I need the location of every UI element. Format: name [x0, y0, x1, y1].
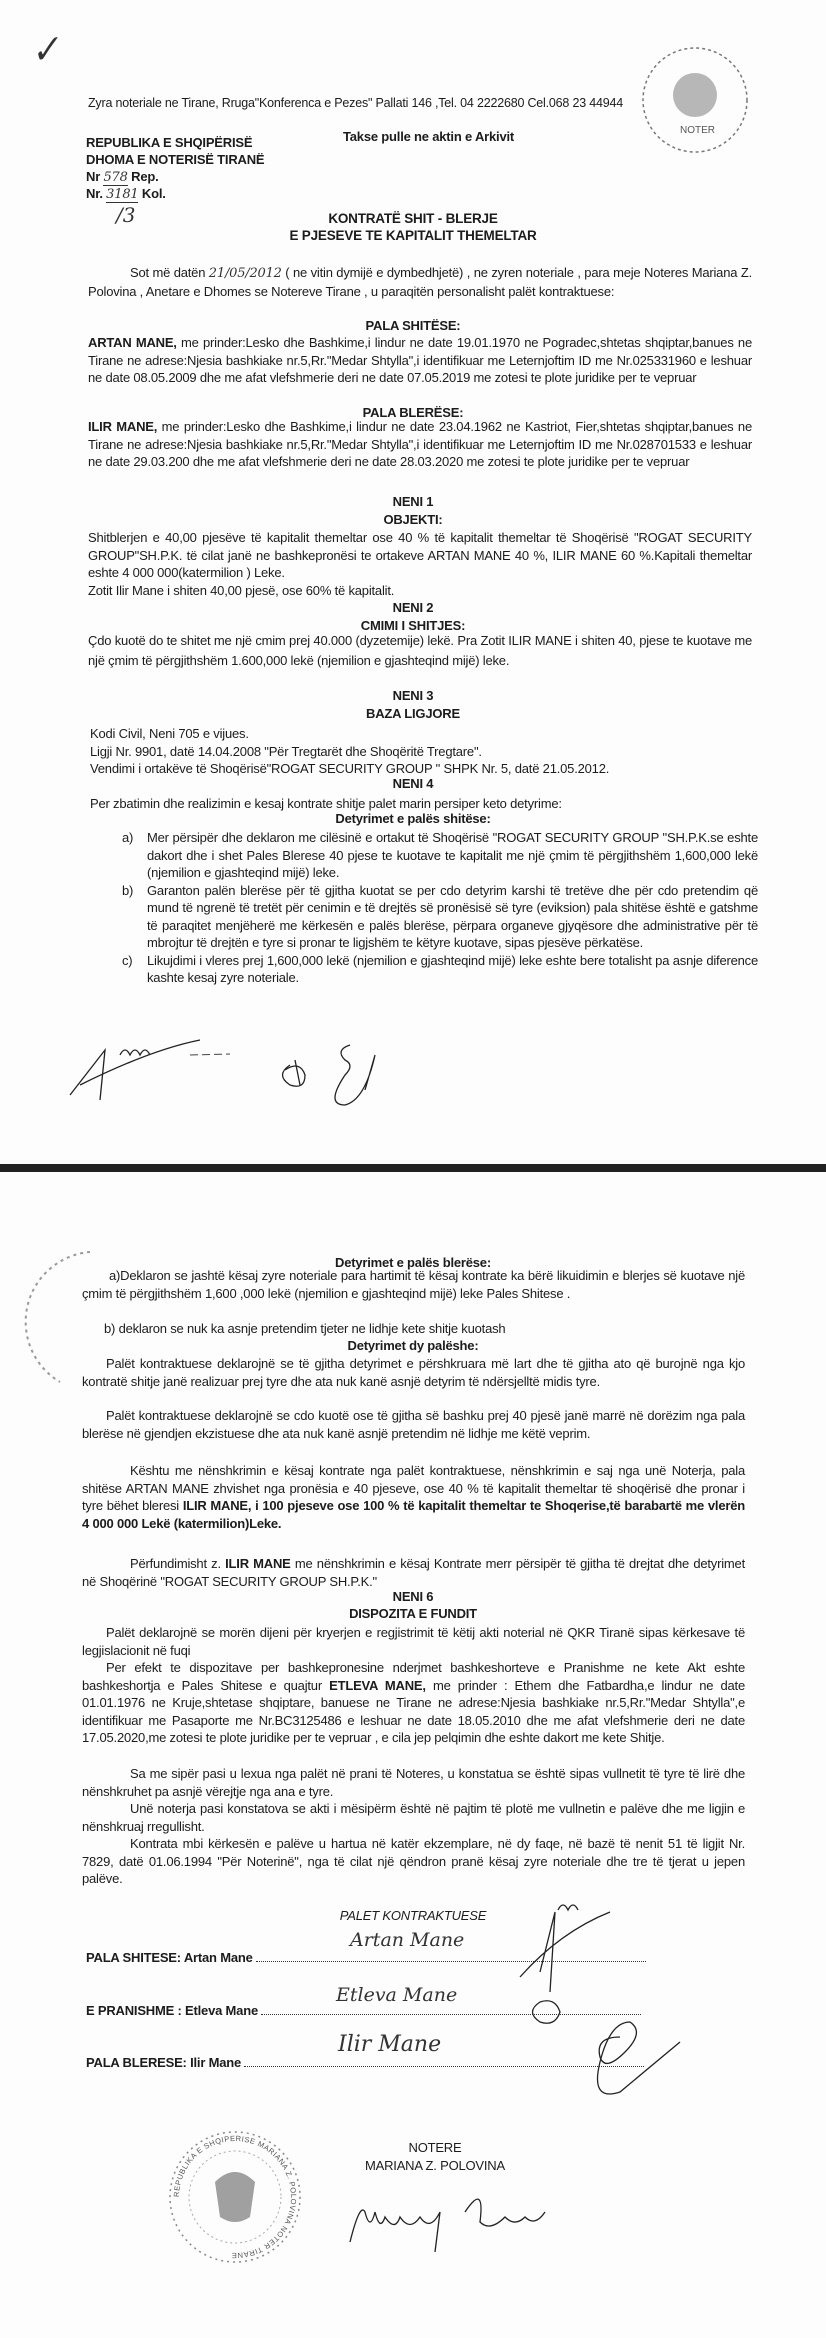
notary-stamp-icon	[640, 45, 750, 155]
notary-stamp-text: REPUBLIKA E SHQIPERISE MARIANA Z. POLOVINA NOTER TIRANE	[171, 2133, 299, 2261]
neni-3-heading: NENI 3	[392, 688, 434, 703]
nr-kol-value: 3181	[106, 187, 139, 202]
intro-text-rest: ( ne vitin dymijë e dymbedhjetë) , ne zyren noteriale , para meje Noteres Mariana Z. Polovina , Anetare e Dhomes se Notereve Tirane , u paraqitën personalisht palët kontraktuese:	[88, 265, 752, 299]
item-text: Likujdimi i vleres prej 1,600,000 lekë (njemilion e gjashteqind mijë) leke eshte bere totalisht pa asnje diference kashte kesaj zyre noteriale.	[147, 952, 758, 985]
seller-duties-list	[122, 829, 758, 987]
signature-label: PALA SHITESE: Artan Mane	[86, 1950, 253, 1965]
buyer-name: ILIR MANE,	[88, 419, 158, 434]
item-key: b)	[122, 882, 134, 898]
page-mark: /3	[116, 203, 136, 227]
notary-name: MARIANA Z. POLOVINA	[365, 2158, 505, 2173]
notary-title: NOTERE	[408, 2140, 462, 2155]
parties-heading: PALET KONTRAKTUESE	[339, 1908, 487, 1923]
stamp-note: Takse pulle ne aktin e Arkivit	[343, 129, 515, 144]
buyer-paragraph	[88, 418, 752, 471]
seller-name: ARTAN MANE,	[88, 335, 177, 350]
buyer-name: ILIR MANE	[225, 1556, 291, 1571]
seller-heading: PALA SHITËSE:	[365, 318, 461, 333]
duty-item-b	[122, 882, 758, 952]
mutual-paragraph-3	[82, 1462, 745, 1532]
svg-text:NOTER: NOTER	[680, 125, 715, 136]
nr-rep-label: Nr	[86, 169, 101, 184]
cmimi-paragraph: Çdo kuotë do te shitet me një cmim prej 40.000 (dyzetemije) lekë. Pra Zotit ILIR MANE i shiten 40, pjese te kuotave me një çmim të përgjithshëm 1.600,000 lekë (njemilion e gjashteqind mijë) leke.	[88, 633, 752, 668]
neni-4-heading: NENI 4	[392, 776, 434, 791]
contract-date: 21/05/2012	[208, 266, 282, 281]
buyer-details: me prinder:Lesko dhe Bashkime,i lindur ne date 23.04.1962 ne Kastriot, Fier,shtetas shqiptar,banues ne Tirane ne adrese:Njesia bashkiake nr.5,Rr."Medar Shtylla",i identifikuar me Leternjoftim ID me Nr.028701533 e leshuar ne date 29.03.200 dhe me afat vlefshmerie deri ne date 28.03.2020 me zotesi te plote juridike per te vepruar	[88, 419, 752, 469]
buyer-heading: PALA BLERËSE:	[362, 405, 464, 420]
title-line-2: E PJESEVE TE KAPITALIT THEMELTAR	[289, 228, 537, 243]
document-page-2	[0, 1172, 826, 2338]
neni-1-heading: NENI 1	[392, 494, 434, 509]
neni-2-heading: NENI 2	[392, 600, 434, 615]
objekti-paragraph-2: Zotit Ilir Mane i shiten 40,00 pjesë, ose 60% të kapitalit.	[88, 583, 395, 598]
nr-rep-value: 578	[103, 170, 128, 185]
intro-paragraph	[88, 264, 752, 300]
item-text: Mer përsipër dhe deklaron me cilësinë e ortakut të Shoqërisë "ROGAT SECURITY GROUP "SH.P.K.se eshte dakort dhe i shet Pales Blerese 40 pjese te kuotave te kapitalit me një çmim të përgjithshëm 1,600,000 lekë (njemilion e gjashteqind mijë) leke.	[147, 830, 758, 880]
chamber-label: DHOMA E NOTERISË TIRANË	[86, 152, 265, 167]
neni-6-heading: NENI 6	[392, 1589, 434, 1604]
neni-4-intro: Per zbatimin dhe realizimin e kesaj kontrate shitje palet marin persiper keto detyrime:	[90, 796, 562, 811]
final-paragraph-1: Palët deklarojnë se morën dijeni për kryerjen e regjistrimit të këtij akti noterial në QKR Tiranë sipas kërkesave të legjislacionit në fuqi	[82, 1625, 745, 1658]
seller-duties-heading: Detyrimet e palës shitëse:	[335, 811, 491, 826]
intro-text: Sot më datën	[130, 265, 209, 280]
duty-item-a	[122, 829, 758, 882]
conclusion-text: Përfundimisht z.	[130, 1556, 226, 1571]
transfer-text-bold: ILIR MANE, i 100 pjeseve ose 100 % të kapitalit themeltar te Shoqerise,të barabartë me vlerën 4 000 000 Lekë (katermilion)Leke.	[82, 1498, 745, 1531]
document-page-1	[0, 0, 826, 1166]
nr-kol	[86, 185, 166, 204]
final-paragraph-2	[82, 1659, 745, 1747]
handwritten-name: Etleva Mane	[336, 1984, 458, 2006]
spouse-name: ETLEVA MANE,	[329, 1677, 426, 1693]
item-key: c)	[122, 952, 133, 968]
seller-paragraph	[88, 334, 752, 387]
office-header: Zyra noteriale ne Tirane, Rruga"Konferenca e Pezes" Pallati 146 ,Tel. 04 2222680 Cel.068 23 44944	[88, 96, 623, 110]
duty-item-c	[122, 952, 758, 987]
spouse-text: Per efekt te dispozitave per bashkepronesine nderjmet bashkeshorteve e Pranishme ne kete Akt eshte bashkeshortja e Pales Shitese e quajtur	[82, 1660, 745, 1693]
page-separator	[0, 1164, 826, 1172]
signature-label: PALA BLERESE: Ilir Mane	[86, 2055, 242, 2070]
buyer-duty-b: b) deklaron se nuk ka asnje pretendim tjeter ne lidhje kete shitje kuotash	[104, 1321, 506, 1336]
objekti-paragraph: Shitblerjen e 40,00 pjesëve të kapitalit themeltar ose 40 % të kapitalit themeltar të Shoqërisë "ROGAT SECURITY GROUP"SH.P.K. të cilat janë ne bashkepronësi te ortakeve ARTAN MANE 40 %, ILIR MANE 60 %.Kapitali themeltar eshte 4 000 000(katermilion ) Leke.	[88, 530, 752, 580]
nr-rep-suffix: Rep.	[131, 169, 159, 184]
signature-label: E PRANISHME : Etleva Mane	[86, 2003, 258, 2018]
final-paragraph-4: Unë noterja pasi konstatova se akti i mësipërm është në pajtim të plotë me vullnetin e palëve dhe me ligjin e nënshkruaj rregullisht.	[82, 1801, 745, 1834]
corner-check-mark: ✓	[26, 27, 64, 74]
republic-label: REPUBLIKA E SHQIPËRISË	[86, 135, 253, 150]
nr-kol-suffix: Kol.	[141, 186, 166, 201]
nr-kol-label: Nr.	[86, 186, 103, 201]
spouse-details: me prinder : Ethem dhe Fatbardha,e lindur ne date 01.01.1976 ne Kruje,shtetase shqiptare, banuese ne Tirane ne adrese:Njesia bashkiake nr.5,Rr."Medar Shtylla",e identifikuar me Pasaporte me Nr.BC3125486 e leshuar ne date 18.05.2010 dhe me afat vlefshmerie deri ne date 17.05.2020,me zotesi te plote juridike per te vepruar , e cila jep pelqimin dhe eshte dakort me kete Shitje.	[82, 1677, 745, 1745]
final-paragraph-5: Kontrata mbi kërkesën e palëve u hartua në katër ekzemplare, në dy faqe, në bazë të nenit 51 të ligjit Nr. 7829, datë 01.06.1994 "Për Noterinë", nga të cilat një qëndron pranë kësaj zyre noteriale dhe tre të tjerat u jepen palëve.	[82, 1836, 745, 1886]
buyer-duty-a: a)Deklaron se jashtë kësaj zyre noteriale para hartimit të kësaj kontrate ka bërë likuidimin e blerjes së kuotave një çmim të përgjithshëm 1,600 ,000 lekë (njemilion e gjashteqind mijë) leke Pales Shitese .	[82, 1268, 745, 1301]
baza-item: Vendimi i ortakëve të Shoqërisë"ROGAT SECURITY GROUP " SHPK Nr. 5, datë 21.05.2012.	[90, 761, 610, 776]
mutual-duties-heading: Detyrimet dy palëshe:	[347, 1338, 479, 1353]
transfer-text: Kështu me nënshkrimin e kësaj kontrate nga palët kontraktuese, nënshkrimin e saj nga unë Noterja, pala shitëse ARTAN MANE zhvishet nga pronësia e 40 pjeseve, ose 40 % të kapitalit themeltar të shoqërisë dhe pronar i tyre bëhet bleresi	[82, 1463, 745, 1513]
party-signatures	[500, 1902, 700, 2082]
buyer-duties-heading: Detyrimet e palës blerëse:	[335, 1255, 491, 1270]
baza-heading: BAZA LIGJORE	[366, 706, 460, 721]
handwritten-name: Artan Mane	[350, 1929, 465, 1951]
cmimi-heading: CMIMI I SHITJES:	[360, 618, 466, 633]
objekti-heading: OBJEKTI:	[383, 512, 443, 527]
baza-list	[90, 725, 754, 778]
final-paragraph-3: Sa me sipër pasi u lexua nga palët në prani të Noteres, u konstatua se është sipas vullnetit të tyre të lirë dhe nënshkruhet pa asnjë vërejtje nga ana e tyre.	[82, 1766, 745, 1799]
item-text: Garanton palën blerëse për të gjitha kuotat se per cdo detyrim karshi të tretëve dhe për cdo pretendim që mund të ngrenë të tretët për cenimin e të drejtës së pronësisë së tyre (eviksion) pala shitëse është e gatshme të paraqitet menjëherë me kërkesën e palës blerëse, përpara organeve gjyqësore dhe administrative për të mbrojtur të drejtën e tyre si pronar te ligjshëm te këtyre kuotave, sipas pjesëve përkatëse.	[147, 882, 758, 950]
nr-rep	[86, 168, 159, 187]
handwritten-name: Ilir Mane	[338, 2032, 442, 2057]
conclusion-text-rest: me nënshkrimin e kësaj Kontrate merr përsipër të gjitha të drejtat dhe detyrimet në Shoqërinë "ROGAT SECURITY GROUP SH.P.K."	[82, 1556, 745, 1589]
baza-item: Kodi Civil, Neni 705 e vijues.	[90, 726, 249, 741]
signature-initials	[60, 1040, 460, 1120]
item-key: a)	[122, 830, 134, 845]
mutual-paragraph-1: Palët kontraktuese deklarojnë se të gjitha detyrimet e përshkruara më lart dhe të gjitha ato që burojnë nga kjo kontratë shitje janë realizuar prej tyre dhe ata nuk kanë asnjë detyrim të ndërsjelltë midis tyre.	[82, 1356, 745, 1389]
final-heading: DISPOZITA E FUNDIT	[349, 1606, 477, 1621]
title-line-1: KONTRATË SHIT - BLERJE	[328, 211, 498, 226]
mutual-paragraph-4	[82, 1555, 745, 1590]
baza-item: Ligji Nr. 9901, datë 14.04.2008 "Për Tregtarët dhe Shoqëritë Tregtare".	[90, 743, 482, 759]
seller-details: me prinder:Lesko dhe Bashkime,i lindur ne date 19.01.1970 ne Pogradec,shtetas shqiptar,banues ne Tirane ne adrese:Njesia bashkiake nr.5,Rr."Medar Shtylla",i identifikuar me Leternjoftim ID me Nr.025331960 e leshuar ne date 08.05.2009 dhe me afat vlefshmerie deri ne date 07.05.2019 me zotesi te plote juridike per te vepruar	[88, 335, 752, 385]
mutual-paragraph-2: Palët kontraktuese deklarojnë se cdo kuotë ose të gjitha së bashku prej 40 pjesë janë marrë në dorëzim nga pala blerëse në gjendjen ekzistuese dhe ata nuk kanë asnjë pretendim në lidhje me këtë veprim.	[82, 1408, 745, 1441]
notary-signature	[345, 2192, 585, 2252]
